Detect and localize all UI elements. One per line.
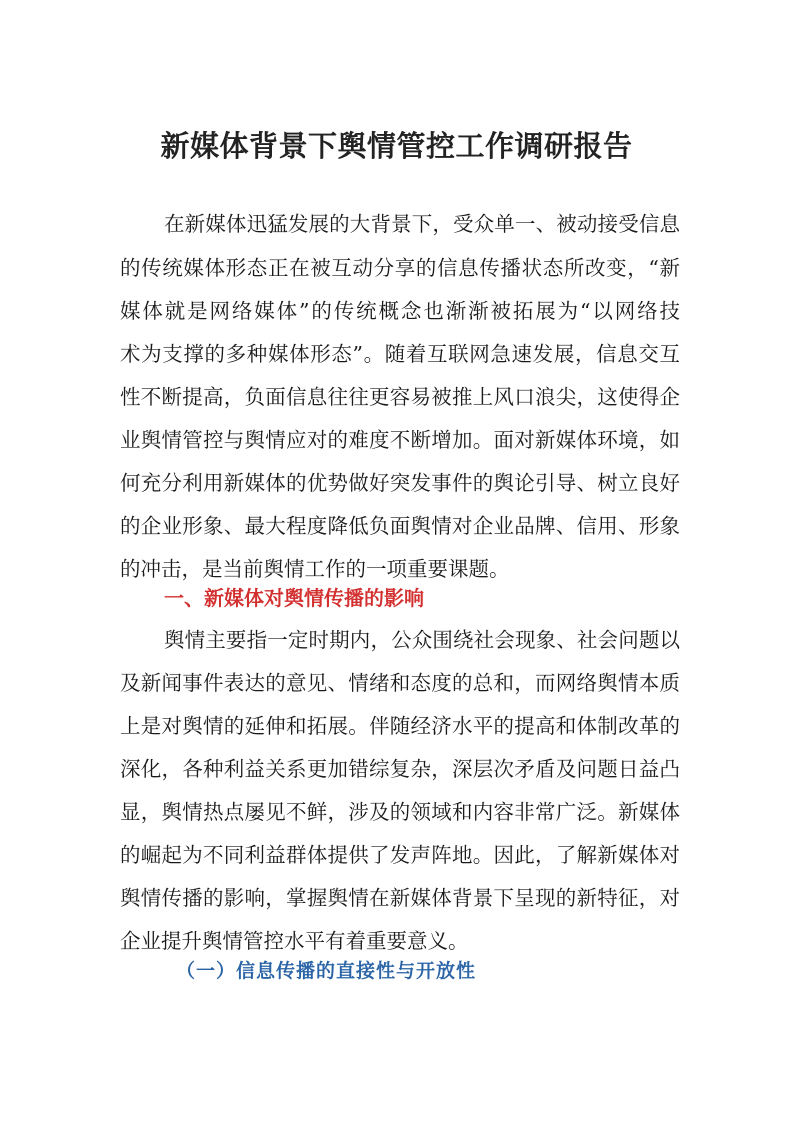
paragraph-line: 的传统媒体形态正在被互动分享的信息传播状态所改变，“新: [120, 256, 680, 280]
paragraph-line: 舆情传播的影响，掌握舆情在新媒体背景下呈现的新特征，对: [120, 886, 680, 910]
paragraph-line: 业舆情管控与舆情应对的难度不断增加。面对新媒体环境，如: [120, 428, 680, 452]
paragraph-line: 企业提升舆情管控水平有着重要意义。: [120, 929, 469, 953]
paragraph-line: 性不断提高，负面信息往往更容易被推上风口浪尖，这使得企: [120, 385, 680, 409]
paragraph-line: 的崛起为不同利益群体提供了发声阵地。因此，了解新媒体对: [120, 843, 680, 867]
paragraph-line: 的冲击，是当前舆情工作的一项重要课题。: [120, 557, 510, 581]
subsection-heading: （一）信息传播的直接性与开放性: [176, 960, 477, 982]
paragraph-line: 显，舆情热点屡见不鲜，涉及的领域和内容非常广泛。新媒体: [120, 800, 680, 824]
paragraph-line: 媒体就是网络媒体”的传统概念也渐渐被拓展为“以网络技: [120, 299, 680, 323]
paragraph-line: 深化，各种利益关系更加错综复杂，深层次矛盾及问题日益凸: [120, 757, 680, 781]
paragraph-line: 在新媒体迅猛发展的大背景下，受众单一、被动接受信息: [164, 212, 680, 236]
document-title: 新媒体背景下舆情管控工作调研报告: [160, 129, 633, 163]
paragraph-line: 上是对舆情的延伸和拓展。伴随经济水平的提高和体制改革的: [120, 714, 680, 738]
paragraph-line: 的企业形象、最大程度降低负面舆情对企业品牌、信用、形象: [120, 514, 680, 538]
paragraph-line: 术为支撑的多种媒体形态”。随着互联网急速发展，信息交互: [120, 342, 680, 366]
paragraph-line: 何充分利用新媒体的优势做好突发事件的舆论引导、树立良好: [120, 471, 680, 495]
paragraph-line: 及新闻事件表达的意见、情绪和态度的总和，而网络舆情本质: [120, 671, 680, 695]
paragraph-line: 舆情主要指一定时期内，公众围绕社会现象、社会问题以: [164, 628, 680, 652]
section-heading: 一、新媒体对舆情传播的影响: [164, 586, 424, 610]
